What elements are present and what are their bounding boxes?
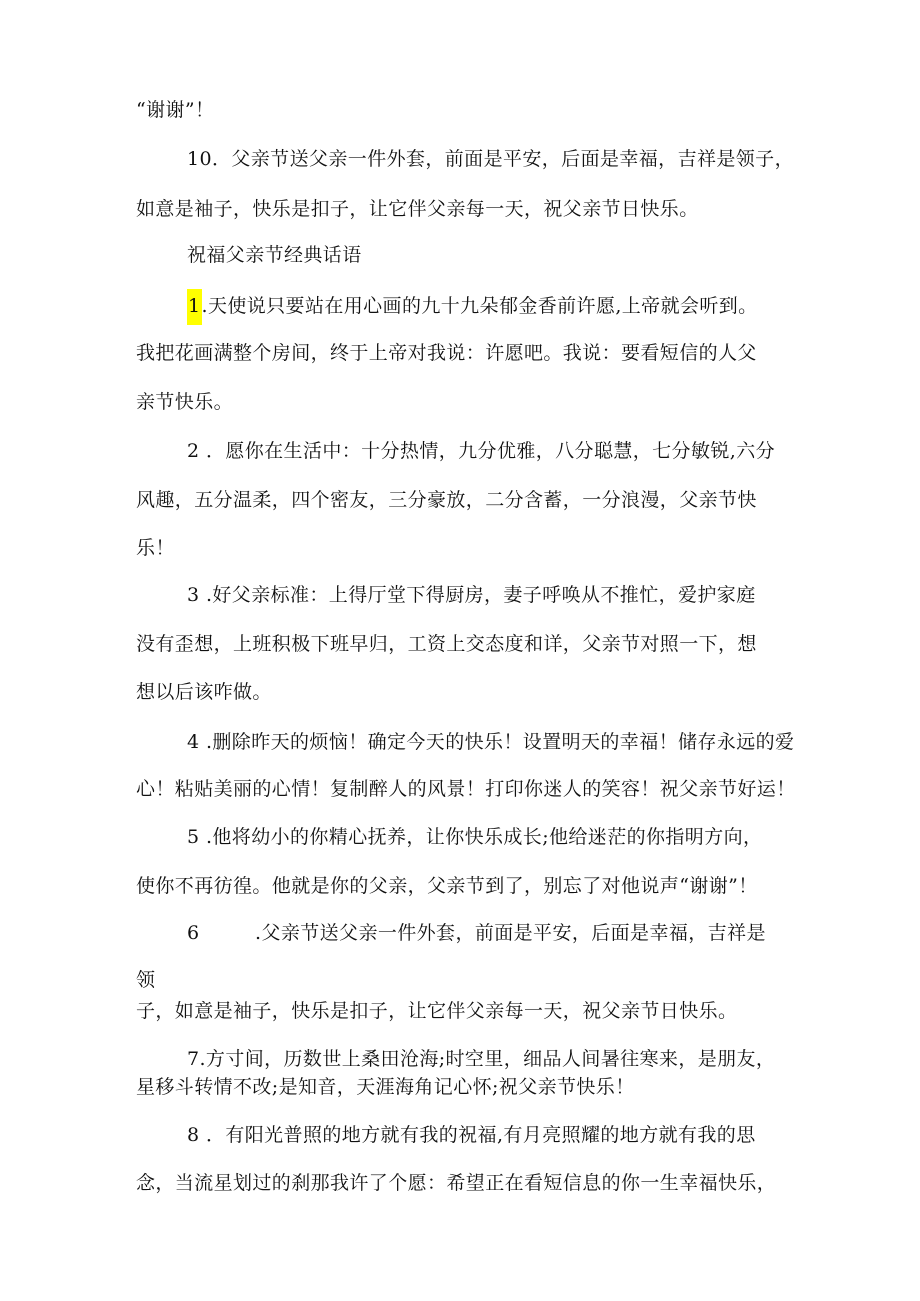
text-line: 没有歪想，上班积极下班早归，工资上交态度和详，父亲节对照一下，想: [136, 633, 757, 655]
item-text: ．有阳光普照的地方就有我的祝福,有月亮照耀的地方就有我的思: [205, 1124, 756, 1146]
text-line: 星移斗转情不改;是知音，天涯海角记心怀;祝父亲节快乐！: [136, 1076, 635, 1098]
text-line: 心！粘贴美丽的心情！复制醉人的风景！打印你迷人的笑容！祝父亲节好运！: [136, 778, 796, 800]
item-number: 10: [187, 148, 212, 170]
list-item-7: 7.方寸间，历数世上桑田沧海;时空里，细品人间暑往寒来，是朋友，: [187, 1048, 776, 1070]
list-item-6: [187, 920, 766, 946]
item-text: ．愿你在生活中：十分热情，九分优雅，八分聪慧，七分敏锐,六分: [205, 440, 775, 462]
list-item-8: [187, 1122, 756, 1148]
item-number: 8: [187, 1124, 200, 1146]
highlighted-number: 1: [187, 289, 202, 325]
text-line: 使你不再彷徨。他就是你的父亲，父亲节到了，别忘了对他说声“谢谢”！: [136, 875, 758, 897]
item-text: ．父亲节送父亲一件外套，前面是平安，后面是幸福，吉祥是领子，: [211, 148, 794, 170]
text-line: 我把花画满整个房间，终于上帝对我说：许愿吧。我说：要看短信的人父: [136, 342, 757, 364]
text-line: 如意是袖子，快乐是扣子，让它伴父亲每一天，祝父亲节日快乐。: [136, 198, 699, 220]
text-line: 领: [136, 969, 156, 991]
item-text: .他将幼小的你精心抚养，让你快乐成长;他给迷茫的你指明方向，: [205, 826, 763, 848]
item-number: 3: [187, 584, 200, 606]
section-heading: 祝福父亲节经典话语: [187, 244, 362, 266]
item-text: .父亲节送父亲一件外套，前面是平安，后面是幸福，吉祥是: [255, 922, 766, 944]
item-number: 5: [187, 826, 200, 848]
item-number: 2: [187, 440, 200, 462]
text-line: “谢谢”！: [136, 99, 215, 121]
text-line: 乐！: [136, 537, 175, 559]
list-item-3: [187, 582, 756, 608]
item-text: .好父亲标准：上得厅堂下得厨房，妻子呼唤从不推忙，爱护家庭: [205, 584, 756, 606]
item-text: .天使说只要站在用心画的九十九朵郁金香前许愿,上帝就会听到。: [201, 295, 758, 317]
text-line: 风趣，五分温柔，四个密友，三分豪放，二分含蓄，一分浪漫，父亲节快: [136, 489, 757, 511]
list-item-5: [187, 824, 762, 850]
list-item-4: [187, 729, 794, 755]
list-item-10: [187, 146, 794, 172]
list-item-2: [187, 438, 775, 464]
item-number: 4: [187, 731, 200, 753]
text-line: 想以后该咋做。: [136, 681, 272, 703]
list-item-1: [187, 289, 758, 325]
text-line: 念，当流星划过的刹那我许了个愿：希望正在看短信息的你一生幸福快乐，: [136, 1172, 777, 1194]
text-line: 子，如意是袖子，快乐是扣子，让它伴父亲每一天，祝父亲节日快乐。: [136, 1000, 738, 1022]
item-text: .删除昨天的烦恼！确定今天的快乐！设置明天的幸福！储存永远的爱: [205, 731, 795, 753]
text-line: 亲节快乐。: [136, 391, 234, 413]
item-number: 6: [187, 922, 200, 944]
